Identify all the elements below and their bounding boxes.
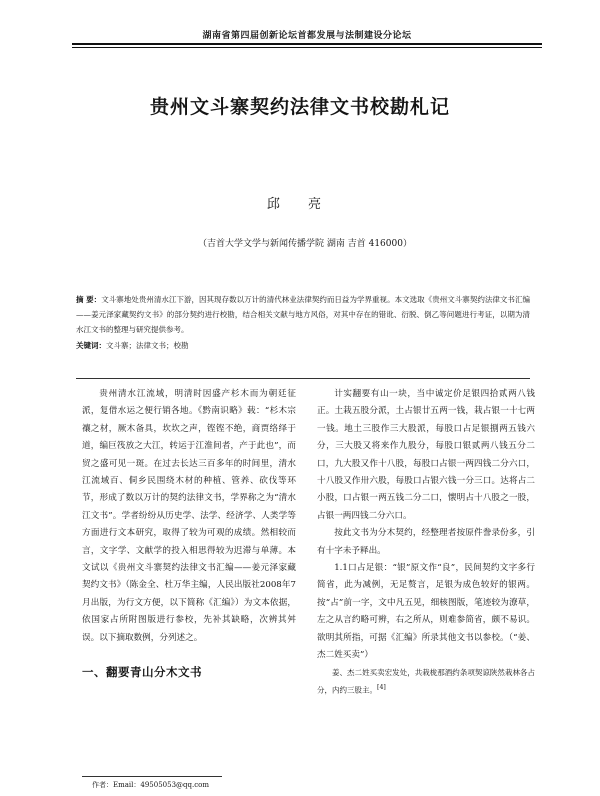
keywords-text: 文斗寨；法律文书；校勘 [106,341,189,350]
body-paragraph: 贵州清水江流域，明清时因盛产杉木而为朝廷征派，复借水运之便行销各地。《黔南识略》载：“杉木宗禳之材，厥木备具，坎坎之声，铿铿不绝，商贾络绎于道，编巨筏放之大江，转运于江淮间者，产于此也”，而贸之盛可见一斑。在过去长达三百多年的时间里，清水江流域百、侗乡民围绕木材的种植、管养、砍伐等环节，形成了数以万计的契约法律文书，学界称之为“清水江文书”。学者纷纷从历史学、法学、经济学、人类学等方面进行文本研究，取得了较为可观的成绩。然相较而言，文字学、文献学的投入相思得较为迟滞与单薄。本文试以《贵州文斗寨契约法律文书汇编——姜元泽家藏契约文书》（陈金全、杜万华主编，人民出版社2008年7月出版，为行文方便，以下简称《汇编》）为文本依据，依国家占所附图版进行参校，先补其缺略，次辨其舛误。以下摘取数例，分列述之。 [82,389,296,643]
quoted-note-text: 姜、杰二姓买卖宏发处，共栽栊那酒约条项契谅陕然栽林各占分，内约三股主。 [317,667,535,694]
author-affiliation: （吉首大学文学与新闻传播学院 湖南 吉首 416000） [198,239,412,249]
journal-title: 湖南省第四届创新论坛首都发展与法制建设分论坛 [202,31,412,41]
keywords-label: 关键词： [76,341,106,350]
left-column [82,386,296,682]
quoted-note [317,665,535,698]
header-rule-thin [72,47,542,48]
keywords [76,339,530,353]
footnote-divider [82,776,222,777]
abstract-block [76,292,530,353]
body-paragraph: 计实翻要有山一块，当中诚定价足银四拾贰两八钱正。土栽五股分派，土占银廿五两一钱，栽占银一十七两一钱。地土三股作三大股派，每股口占足银捌两五钱六分，三大股又将来作九股分，每股口银贰两八钱五分二口，九大股又作十八股，每股口占银一两四钱二分六口，十八股又作卅六股，每股口占银六钱一分三口。达将占二小股，口占银一两五钱二分二口，懐明占十八股之一股，占银一两四钱二分六口。 [317,389,535,521]
author-name: 邱 亮 [266,197,334,212]
body-paragraph: 按此文书为分木契约，经整理者按原件誊录份多，引有十字未予释出。 [317,528,535,556]
abstract-label: 摘 要： [76,295,102,304]
header-rule [72,43,542,45]
running-header [72,28,542,52]
right-column [317,386,535,697]
citation-ref: [4] [377,683,386,691]
paper-title: 贵州文斗寨契约法律文书校勘札记 [149,96,450,118]
abstract-text: 文斗寨地处贵州清水江下游，因其现存数以万计的清代林业法律契约而日益为学界重视。本文选取《贵州文斗寨契约法律文书汇编——姜元泽家藏契约文书》的部分契约进行校勘，结合相关文献与地方风俗，对其中存在的错讹、衍脱、倒乙等问题进行考证，以期为清水江文书的整理与研究提供参考。 [76,295,530,334]
footnote: 作者：Email：49505053@qq.com [92,781,209,789]
section-heading: 一、翻要青山分木文书 [82,665,202,680]
abstract [76,292,530,337]
abstract-divider [76,378,530,379]
body-paragraph: 1.1口占足银：“银”原文作“良”，民间契约文字多行简省，此为减例，无足赘言，足银为成色较好的银两。按“占”前一字，文中凡五见，细核图版，笔迹较为潦草，左之从言约略可辨，右之所从，则难参简省，颇不易识。欲明其所指，可据《汇编》所录其他文书以参校。（“姜、杰二姓买卖”） [317,563,535,661]
